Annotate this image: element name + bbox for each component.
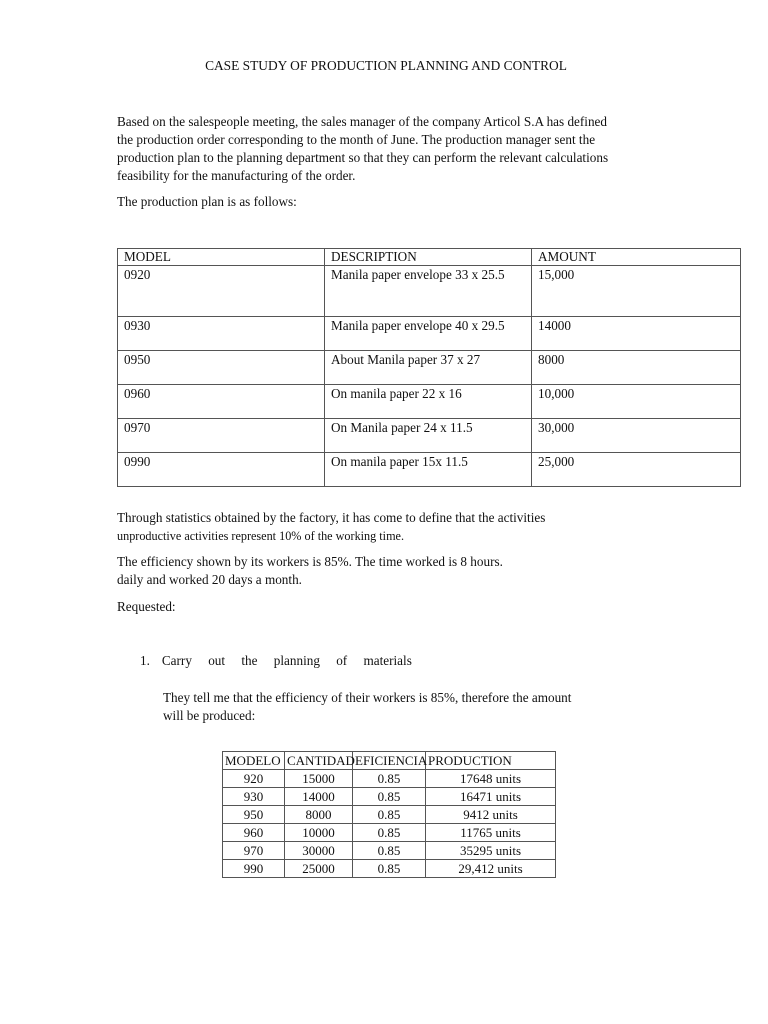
list-item	[140, 653, 412, 669]
statistics-line: Through statistics obtained by the factory, it has come to define that the activities	[117, 510, 546, 525]
cell-modelo: 920	[223, 770, 285, 788]
table-row	[118, 317, 741, 351]
cell-cantidad: 10000	[285, 824, 353, 842]
table-header-row	[118, 249, 741, 266]
production-plan-table	[117, 248, 741, 487]
statistics-paragraph	[117, 509, 545, 545]
table-row	[223, 860, 556, 878]
efficiency-note	[163, 689, 571, 725]
intro-line: the production order corresponding to the month of June. The production manager sent the	[117, 132, 596, 147]
intro-line: Based on the salespeople meeting, the sales manager of the company Articol S.A has defined	[117, 114, 607, 129]
cell-description: On manila paper 22 x 16	[325, 385, 532, 419]
table-row	[223, 824, 556, 842]
cell-eficiencia: 0.85	[353, 860, 426, 878]
cell-eficiencia: 0.85	[353, 788, 426, 806]
cell-model: 0970	[118, 419, 325, 453]
header-model: MODEL	[118, 249, 325, 266]
document-title: CASE STUDY OF PRODUCTION PLANNING AND CONTROL	[205, 58, 567, 73]
list-item-text: Carry out the planning of materials	[161, 653, 412, 668]
cell-modelo: 950	[223, 806, 285, 824]
intro-line: production plan to the planning department so that they can perform the relevant calculations	[117, 150, 609, 165]
table-row	[118, 453, 741, 487]
header-amount: AMOUNT	[532, 249, 741, 266]
table-row	[118, 351, 741, 385]
efficiency-note-line: will be produced:	[163, 708, 256, 723]
cell-amount: 8000	[532, 351, 741, 385]
production-calculation-table	[222, 751, 556, 878]
list-item-number: 1.	[140, 653, 150, 668]
intro-line: feasibility for the manufacturing of the order.	[117, 168, 356, 183]
cell-amount: 25,000	[532, 453, 741, 487]
table-row	[223, 806, 556, 824]
cell-modelo: 960	[223, 824, 285, 842]
cell-description: Manila paper envelope 40 x 29.5	[325, 317, 532, 351]
cell-description: On manila paper 15x 11.5	[325, 453, 532, 487]
table-row	[223, 842, 556, 860]
table-row	[118, 266, 741, 317]
efficiency-line: daily and worked 20 days a month.	[117, 572, 302, 587]
cell-production: 9412 units	[426, 806, 556, 824]
cell-amount: 14000	[532, 317, 741, 351]
cell-amount: 10,000	[532, 385, 741, 419]
table-row	[118, 385, 741, 419]
cell-eficiencia: 0.85	[353, 806, 426, 824]
cell-description: About Manila paper 37 x 27	[325, 351, 532, 385]
table-row	[223, 788, 556, 806]
table-header-row	[223, 752, 556, 770]
cell-eficiencia: 0.85	[353, 842, 426, 860]
cell-model: 0960	[118, 385, 325, 419]
cell-amount: 15,000	[532, 266, 741, 317]
cell-cantidad: 30000	[285, 842, 353, 860]
header-eficiencia: EFICIENCIA	[353, 752, 426, 770]
cell-modelo: 970	[223, 842, 285, 860]
efficiency-line: The efficiency shown by its workers is 85%. The time worked is 8 hours.	[117, 554, 503, 569]
cell-cantidad: 15000	[285, 770, 353, 788]
cell-production: 11765 units	[426, 824, 556, 842]
cell-cantidad: 25000	[285, 860, 353, 878]
header-production: PRODUCTION	[426, 752, 556, 770]
cell-model: 0950	[118, 351, 325, 385]
cell-production: 29,412 units	[426, 860, 556, 878]
cell-cantidad: 14000	[285, 788, 353, 806]
table-row	[223, 770, 556, 788]
header-cantidad: CANTIDAD	[285, 752, 353, 770]
cell-production: 16471 units	[426, 788, 556, 806]
cell-modelo: 990	[223, 860, 285, 878]
cell-eficiencia: 0.85	[353, 770, 426, 788]
cell-description: Manila paper envelope 33 x 25.5	[325, 266, 532, 317]
cell-amount: 30,000	[532, 419, 741, 453]
cell-model: 0930	[118, 317, 325, 351]
cell-description: On Manila paper 24 x 11.5	[325, 419, 532, 453]
plan-intro: The production plan is as follows:	[117, 194, 297, 209]
requested-label: Requested:	[117, 599, 176, 614]
cell-model: 0920	[118, 266, 325, 317]
intro-paragraph	[117, 113, 608, 185]
cell-modelo: 930	[223, 788, 285, 806]
statistics-line: unproductive activities represent 10% of the working time.	[117, 529, 405, 543]
cell-cantidad: 8000	[285, 806, 353, 824]
header-description: DESCRIPTION	[325, 249, 532, 266]
header-modelo: MODELO	[223, 752, 285, 770]
table-row	[118, 419, 741, 453]
efficiency-paragraph	[117, 553, 503, 589]
cell-production: 17648 units	[426, 770, 556, 788]
efficiency-note-line: They tell me that the efficiency of their workers is 85%, therefore the amount	[163, 690, 572, 705]
cell-model: 0990	[118, 453, 325, 487]
cell-eficiencia: 0.85	[353, 824, 426, 842]
cell-production: 35295 units	[426, 842, 556, 860]
